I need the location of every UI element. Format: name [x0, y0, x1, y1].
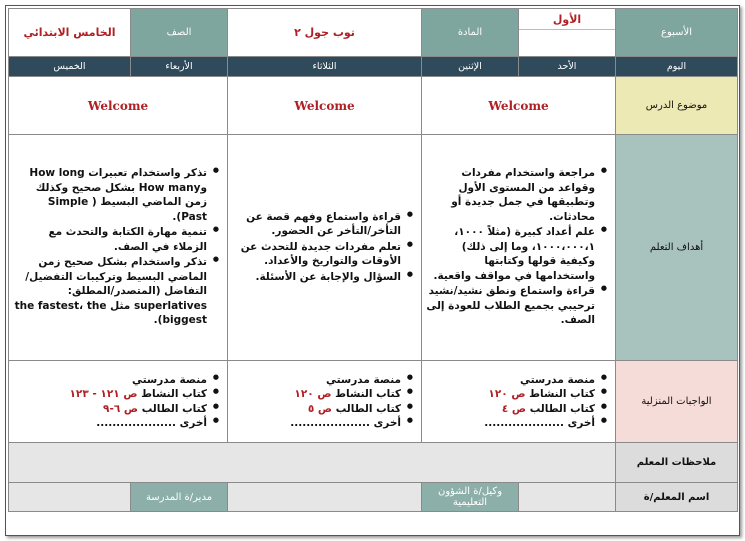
day-sunday: الأحد [519, 57, 616, 77]
objectives-label: أهداف التعلم [616, 135, 738, 361]
list-item: ● تعلم مفردات جديدة للتحدث عن الأوقات والتواريخ والأعداد. [232, 240, 413, 269]
day-monday: الإثنين [422, 57, 519, 77]
week-value-cell [519, 9, 616, 57]
list-item [426, 402, 607, 416]
lesson-plan-table [8, 8, 738, 512]
homework-list-tuesday [228, 371, 421, 432]
list-item: ● مراجعة واستخدام مفردات وقواعد من المستوى الأول وتطبيقها في جمل جديدة أو محادثات. [426, 166, 607, 224]
hw-page-prefix: ص [511, 402, 527, 415]
class-label: الصف [131, 9, 228, 57]
list-item: ● تنمية مهارة الكتابة والتحدث مع الزملاء في الصف. [13, 225, 219, 254]
vice-principal-label: وكيل/ة الشؤون التعليمية [422, 483, 519, 512]
objectives-wed-thu [9, 135, 228, 361]
week-label: الأسبوع [616, 9, 738, 57]
hw-page-prefix: ص [123, 402, 139, 415]
subject-value: توب جول ٢ [228, 9, 422, 57]
objectives-list-wed-thu [9, 163, 227, 331]
day-thursday: الخميس [9, 57, 131, 77]
homework-list-sun-mon [422, 371, 615, 432]
header-row [9, 9, 738, 57]
list-item: ● أخرى .................... [13, 416, 219, 430]
teacher-notes-row [9, 443, 738, 483]
hw-student-label: كتاب الطالب [141, 402, 207, 415]
day-wednesday: الأربعاء [131, 57, 228, 77]
teacher-name-label: اسم المعلم/ة [616, 483, 738, 512]
hw-page-prefix: ص [317, 388, 332, 401]
list-item [13, 387, 219, 401]
homework-tuesday [228, 361, 422, 443]
week-blank [519, 30, 615, 56]
homework-wed-thu [9, 361, 228, 443]
teacher-notes-value[interactable] [9, 443, 616, 483]
principal-label: مدير/ة المدرسة [131, 483, 228, 512]
hw-activity-label: كتاب النشاط [141, 388, 207, 401]
vice-principal-value[interactable] [228, 483, 422, 512]
signature-row [9, 483, 738, 512]
hw-student-page: ٦-٩ [103, 402, 121, 415]
day-tuesday: الثلاثاء [228, 57, 422, 77]
list-item: ● منصة مدرستي [13, 373, 219, 387]
list-item: ● منصة مدرستي [426, 373, 607, 387]
hw-page-prefix: ص [511, 388, 526, 401]
list-item: ● قراءة واستماع وفهم قصة عن التأخر/التأخر عن الحضور. [232, 210, 413, 239]
hw-student-label: كتاب الطالب [335, 402, 401, 415]
list-item [426, 387, 607, 401]
hw-activity-page: ١٢١ - ١٢٣ [69, 388, 120, 401]
topic-wed-thu: Welcome [9, 77, 228, 135]
topic-sun-mon: Welcome [422, 77, 616, 135]
homework-sun-mon [422, 361, 616, 443]
objectives-list-tuesday [228, 207, 421, 288]
hw-activity-label: كتاب النشاط [335, 388, 401, 401]
hw-activity-page: ١٢٠ [294, 388, 314, 401]
class-value: الخامس الابتدائي [9, 9, 131, 57]
objectives-list-sun-mon [422, 163, 615, 331]
hw-student-label: كتاب الطالب [529, 402, 595, 415]
list-item: ● أخرى .................... [426, 416, 607, 430]
homework-list-wed-thu [9, 371, 227, 432]
hw-activity-page: ١٢٠ [488, 388, 508, 401]
hw-activity-label: كتاب النشاط [529, 388, 595, 401]
subject-label: المادة [422, 9, 519, 57]
lesson-topic-label: موضوع الدرس [616, 77, 738, 135]
list-item: ● علم أعداد كبيرة (مثلاً ١٠٠٠، ١٠٠٠،٠٠٠،١، وما إلى ذلك) وكيفية قولها وكتابتها واستخدامها في مواقف واقعية. [426, 225, 607, 283]
topic-tuesday: Welcome [228, 77, 422, 135]
list-item [13, 402, 219, 416]
list-item [232, 387, 413, 401]
homework-label: الواجبات المنزلية [616, 361, 738, 443]
teacher-notes-label: ملاحظات المعلم [616, 443, 738, 483]
list-item: ● تذكر واستخدام بشكل صحيح زمن الماضي البسيط وتركيبات التفضيل/التفاضل (المتصدر/المطلق: superlatives مثل the fastest، the biggest). [13, 255, 219, 327]
homework-row [9, 361, 738, 443]
hw-student-page: ٥ [307, 402, 315, 415]
objectives-row [9, 135, 738, 361]
list-item: ● أخرى .................... [232, 416, 413, 430]
hw-student-page: ٤ [501, 402, 509, 415]
list-item: ● قراءة واستماع ونطق نشيد/نشيد ترحيبي بجميع الطلاب للعودة إلى الصف. [426, 284, 607, 327]
teacher-name-value[interactable] [519, 483, 616, 512]
list-item: ● تذكر واستخدام تعبيرات How long وHow many بشكل صحيح وكذلك زمن الماضي البسيط ( Simple Past). [13, 166, 219, 224]
topic-row [9, 77, 738, 135]
objectives-tuesday [228, 135, 422, 361]
list-item [232, 402, 413, 416]
days-row [9, 57, 738, 77]
week-value: الأول [519, 10, 615, 30]
principal-value[interactable] [9, 483, 131, 512]
list-item: ● السؤال والإجابة عن الأسئلة. [232, 270, 413, 284]
hw-page-prefix: ص [317, 402, 333, 415]
objectives-sun-mon [422, 135, 616, 361]
hw-page-prefix: ص [123, 388, 138, 401]
day-label: اليوم [616, 57, 738, 77]
list-item: ● منصة مدرستي [232, 373, 413, 387]
